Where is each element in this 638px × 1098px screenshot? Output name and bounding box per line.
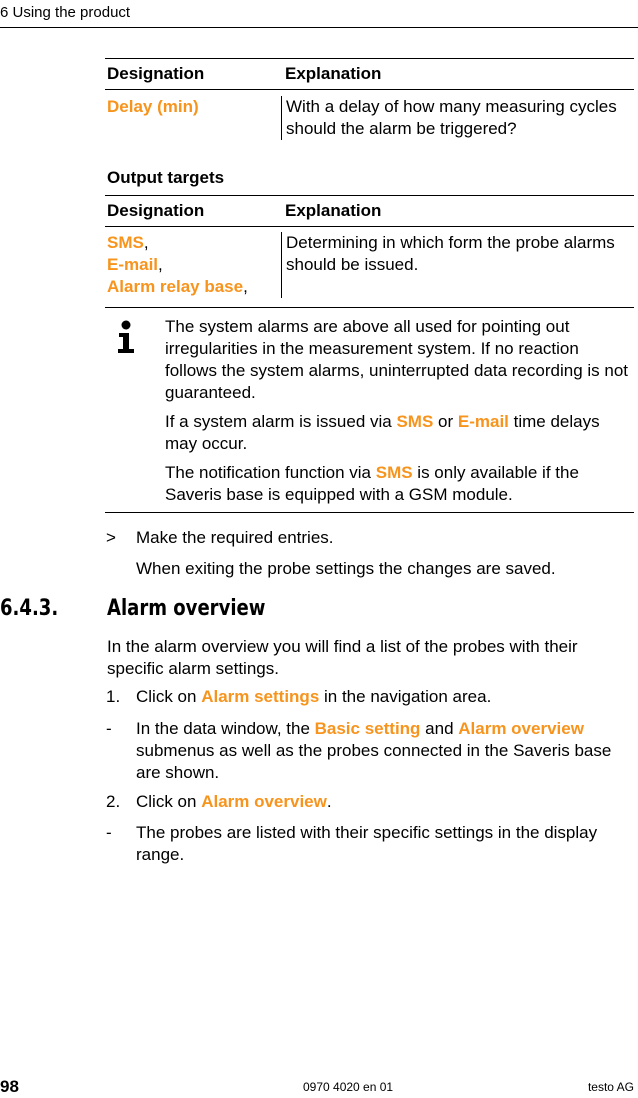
- note-paragraph: The system alarms are above all used for pointing out irregularities in the measurement system. If no reaction follows the system alarms, uninterrupted data recording is not guaranteed.: [165, 317, 629, 402]
- page-number: 98: [0, 1077, 19, 1096]
- note-paragraph: If a system alarm is issued via SMS or E-mail time delays may occur.: [165, 412, 600, 453]
- section-intro: In the alarm overview you will find a list of the probes with their specific alarm settings.: [107, 637, 578, 678]
- explanation-cell: With a delay of how many measuring cycles should the alarm be triggered?: [281, 96, 634, 140]
- header-rule: [0, 27, 638, 28]
- table-row: [105, 90, 634, 140]
- table-header-row: [105, 58, 634, 90]
- step-result: When exiting the probe settings the changes are saved.: [136, 559, 556, 578]
- col-designation-header: Designation: [107, 64, 205, 83]
- section-number: 6.4.3.: [0, 596, 59, 621]
- table-row: [105, 227, 634, 298]
- output-targets-table: [105, 195, 634, 298]
- output-targets-title: Output targets: [107, 168, 225, 187]
- col-explanation-header: Explanation: [285, 201, 382, 220]
- designation-cell: SMS, E-mail, Alarm relay base,: [107, 233, 248, 296]
- note-text: [165, 316, 633, 513]
- publisher: testo AG: [587, 1080, 634, 1094]
- target-alarm-relay: Alarm relay base: [107, 277, 244, 296]
- col-designation-header: Designation: [107, 201, 205, 220]
- step-marker: >: [106, 528, 116, 547]
- info-icon: [115, 320, 137, 359]
- step-text: Make the required entries.: [136, 528, 334, 547]
- explanation-cell: Determining in which form the probe alarms should be issued.: [281, 232, 634, 298]
- note-paragraph: The notification function via SMS is only available if the Saveris base is equipped with a GSM module.: [165, 463, 579, 504]
- document-number: 0970 4020 en 01: [303, 1080, 394, 1094]
- col-explanation-header: Explanation: [285, 64, 382, 83]
- target-email: E-mail: [107, 255, 159, 274]
- running-header: 6 Using the product: [0, 4, 131, 21]
- table-header-row: [105, 195, 634, 227]
- alarm-delay-table: [105, 58, 634, 140]
- designation-cell: Delay (min): [107, 97, 199, 116]
- section-title: Alarm overview: [107, 596, 266, 621]
- info-note: [105, 307, 634, 513]
- target-sms: SMS: [107, 233, 144, 252]
